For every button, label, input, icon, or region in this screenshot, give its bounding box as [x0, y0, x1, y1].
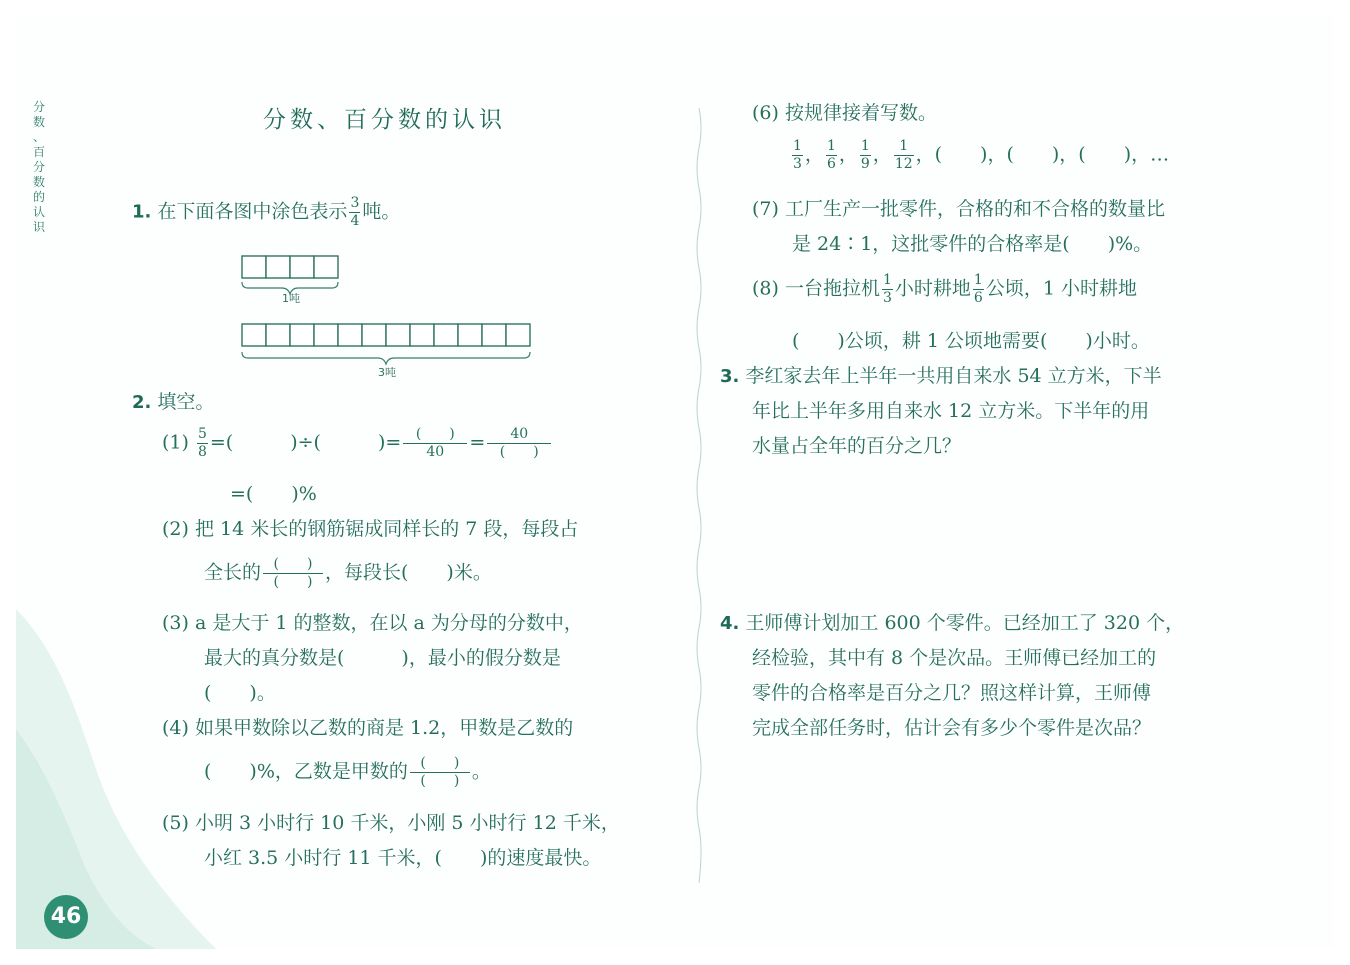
question-3 [720, 364, 1162, 389]
bar-cell[interactable] [242, 256, 266, 278]
bar-cell[interactable] [242, 324, 266, 346]
item-label: (2) [162, 518, 189, 540]
bar-cell[interactable] [482, 324, 506, 346]
item-text: 。 [471, 760, 491, 783]
side-tab-char: 数 [32, 115, 45, 129]
bar-cell[interactable] [434, 324, 458, 346]
side-tab-char: 分 [32, 100, 45, 114]
item-text: 小时耕地 [894, 277, 971, 300]
item-2-1-line2[interactable]: =( )% [230, 483, 317, 505]
fraction: $\frac{5}{8}$ [197, 426, 207, 460]
side-tab [30, 100, 48, 235]
fraction: $\frac{1}{9}$ [860, 138, 870, 172]
fraction-blank[interactable]: $\frac{( )}{( )}$ [263, 556, 323, 591]
question-text: 李红家去年上半年一共用自来水 54 立方米，下半 [745, 365, 1162, 387]
question-2 [132, 390, 214, 415]
bar-cell[interactable] [458, 324, 482, 346]
item-2-2 [162, 517, 578, 541]
side-tab-char: 数 [32, 175, 45, 189]
bar-cell[interactable] [266, 324, 290, 346]
bar-one-ton[interactable] [242, 256, 338, 278]
item-2-2-line2 [204, 556, 492, 591]
fraction: $\frac{1}{3}$ [793, 138, 802, 172]
item-label: (8) [752, 277, 779, 300]
fraction: $\frac{1}{12}$ [894, 138, 913, 172]
item-text: 如果甲数除以乙数的商是 1.2，甲数是乙数的 [194, 717, 574, 739]
page-title: 分数、百分数的认识 [263, 107, 506, 133]
blank-text[interactable]: ，每段长( )米。 [325, 561, 492, 584]
question-text: 填空。 [157, 391, 215, 413]
item-label: (3) [162, 612, 189, 634]
fraction-blank[interactable]: $\frac{( )}{( )}$ [410, 755, 470, 790]
blank-text[interactable]: =( )÷( )= [209, 431, 402, 454]
item-2-4-line2 [204, 755, 491, 790]
blank-text[interactable]: ( )%，乙数是甲数的 [204, 760, 408, 783]
item-text: 一台拖拉机 [784, 277, 880, 300]
bar-cell[interactable] [386, 324, 410, 346]
question-4 [720, 611, 1184, 636]
item-2-8-line2[interactable]: ( )公顷，耕 1 公顷地需要( )小时。 [792, 330, 1150, 352]
bar-cell[interactable] [290, 324, 314, 346]
fraction-blank[interactable]: $\frac{40}{( )}$ [487, 426, 551, 461]
coloring-diagram [238, 252, 538, 382]
item-2-8 [752, 272, 1137, 307]
side-tab-char: 百 [32, 145, 45, 159]
item-text: 全长的 [204, 561, 262, 584]
bar-cell[interactable] [338, 324, 362, 346]
question-4-line3: 零件的合格率是百分之几？照这样计算，王师傅 [752, 682, 1152, 704]
item-2-6-sequence: $\frac{1}{3}$ ， $\frac{1}{6}$ ， $\frac{1}{9}$ ， $\frac{1}{12}$ ，( )，( )，( )，… [793, 138, 1170, 172]
item-2-7-line2[interactable]: 是 24∶1，这批零件的合格率是( )%。 [792, 233, 1153, 255]
item-label: (6) [752, 102, 779, 124]
bar-cell[interactable] [362, 324, 386, 346]
question-text: 吨。 [362, 200, 401, 223]
fraction: $\frac{3}{4}$ [350, 195, 360, 229]
side-tab-char: 识 [32, 220, 45, 234]
question-4-line4: 完成全部任务时，估计会有多少个零件是次品？ [752, 717, 1152, 739]
item-text: 按规律接着写数。 [784, 102, 937, 124]
question-number: 2. [132, 392, 152, 413]
side-tab-char: 的 [32, 190, 45, 204]
bar-cell[interactable] [410, 324, 434, 346]
bar-cell[interactable] [314, 324, 338, 346]
bar-cell[interactable] [290, 256, 314, 278]
item-2-5 [162, 811, 620, 835]
equals-sign: = [469, 431, 486, 454]
side-tab-char: 分 [32, 160, 45, 174]
page-number-badge: 46 [44, 895, 88, 939]
bar-label: 1吨 [282, 292, 300, 305]
item-label: (1) [162, 431, 189, 454]
brace [242, 352, 530, 364]
question-3-line2: 年比上半年多用自来水 12 立方米。下半年的用 [752, 400, 1150, 422]
item-text: 工厂生产一批零件，合格的和不合格的数量比 [784, 198, 1165, 220]
side-tab-char: 、 [32, 130, 45, 144]
page-divider [692, 108, 706, 883]
fraction: $\frac{1}{6}$ [826, 138, 836, 172]
fraction: $\frac{1}{3}$ [882, 272, 892, 306]
item-2-3 [162, 611, 583, 635]
item-2-1 [162, 426, 553, 461]
bar-cell[interactable] [314, 256, 338, 278]
item-label: (4) [162, 717, 189, 739]
question-1 [132, 195, 400, 230]
side-tab-char: 认 [32, 205, 45, 219]
question-number: 4. [720, 613, 740, 634]
question-text: 在下面各图中涂色表示 [157, 200, 348, 223]
item-label: (5) [162, 812, 189, 834]
item-text: 把 14 米长的钢筋锯成同样长的 7 段，每段占 [194, 518, 579, 540]
item-label: (7) [752, 198, 779, 220]
fraction: $\frac{1}{6}$ [973, 272, 983, 306]
bar-cell[interactable] [506, 324, 530, 346]
item-text: 小明 3 小时行 10 千米，小刚 5 小时行 12 千米， [194, 812, 620, 834]
item-2-5-line2[interactable]: 小红 3.5 小时行 11 千米，( )的速度最快。 [204, 847, 602, 869]
item-2-7 [752, 197, 1165, 221]
bar-label: 3吨 [378, 366, 396, 379]
question-4-line2: 经检验，其中有 8 个是次品。王师傅已经加工的 [752, 647, 1157, 669]
fraction-blank[interactable]: $\frac{( )}{40}$ [403, 426, 467, 461]
bar-three-tons[interactable] [242, 324, 530, 346]
blank-text[interactable]: ，( )，( )，( )，… [915, 143, 1170, 166]
item-text: a 是大于 1 的整数，在以 a 为分母的分数中， [194, 612, 583, 634]
item-2-3-line2[interactable]: 最大的真分数是( )，最小的假分数是 [204, 647, 561, 669]
question-number: 3. [720, 366, 740, 387]
bar-cell[interactable] [266, 256, 290, 278]
item-2-6 [752, 101, 937, 125]
item-text: 公顷，1 小时耕地 [985, 277, 1137, 300]
item-2-4 [162, 716, 573, 740]
question-text: 王师傅计划加工 600 个零件。已经加工了 320 个， [745, 612, 1185, 634]
question-3-line3: 水量占全年的百分之几？ [752, 435, 962, 457]
item-2-3-line3[interactable]: ( )。 [204, 682, 276, 704]
question-number: 1. [132, 201, 152, 223]
